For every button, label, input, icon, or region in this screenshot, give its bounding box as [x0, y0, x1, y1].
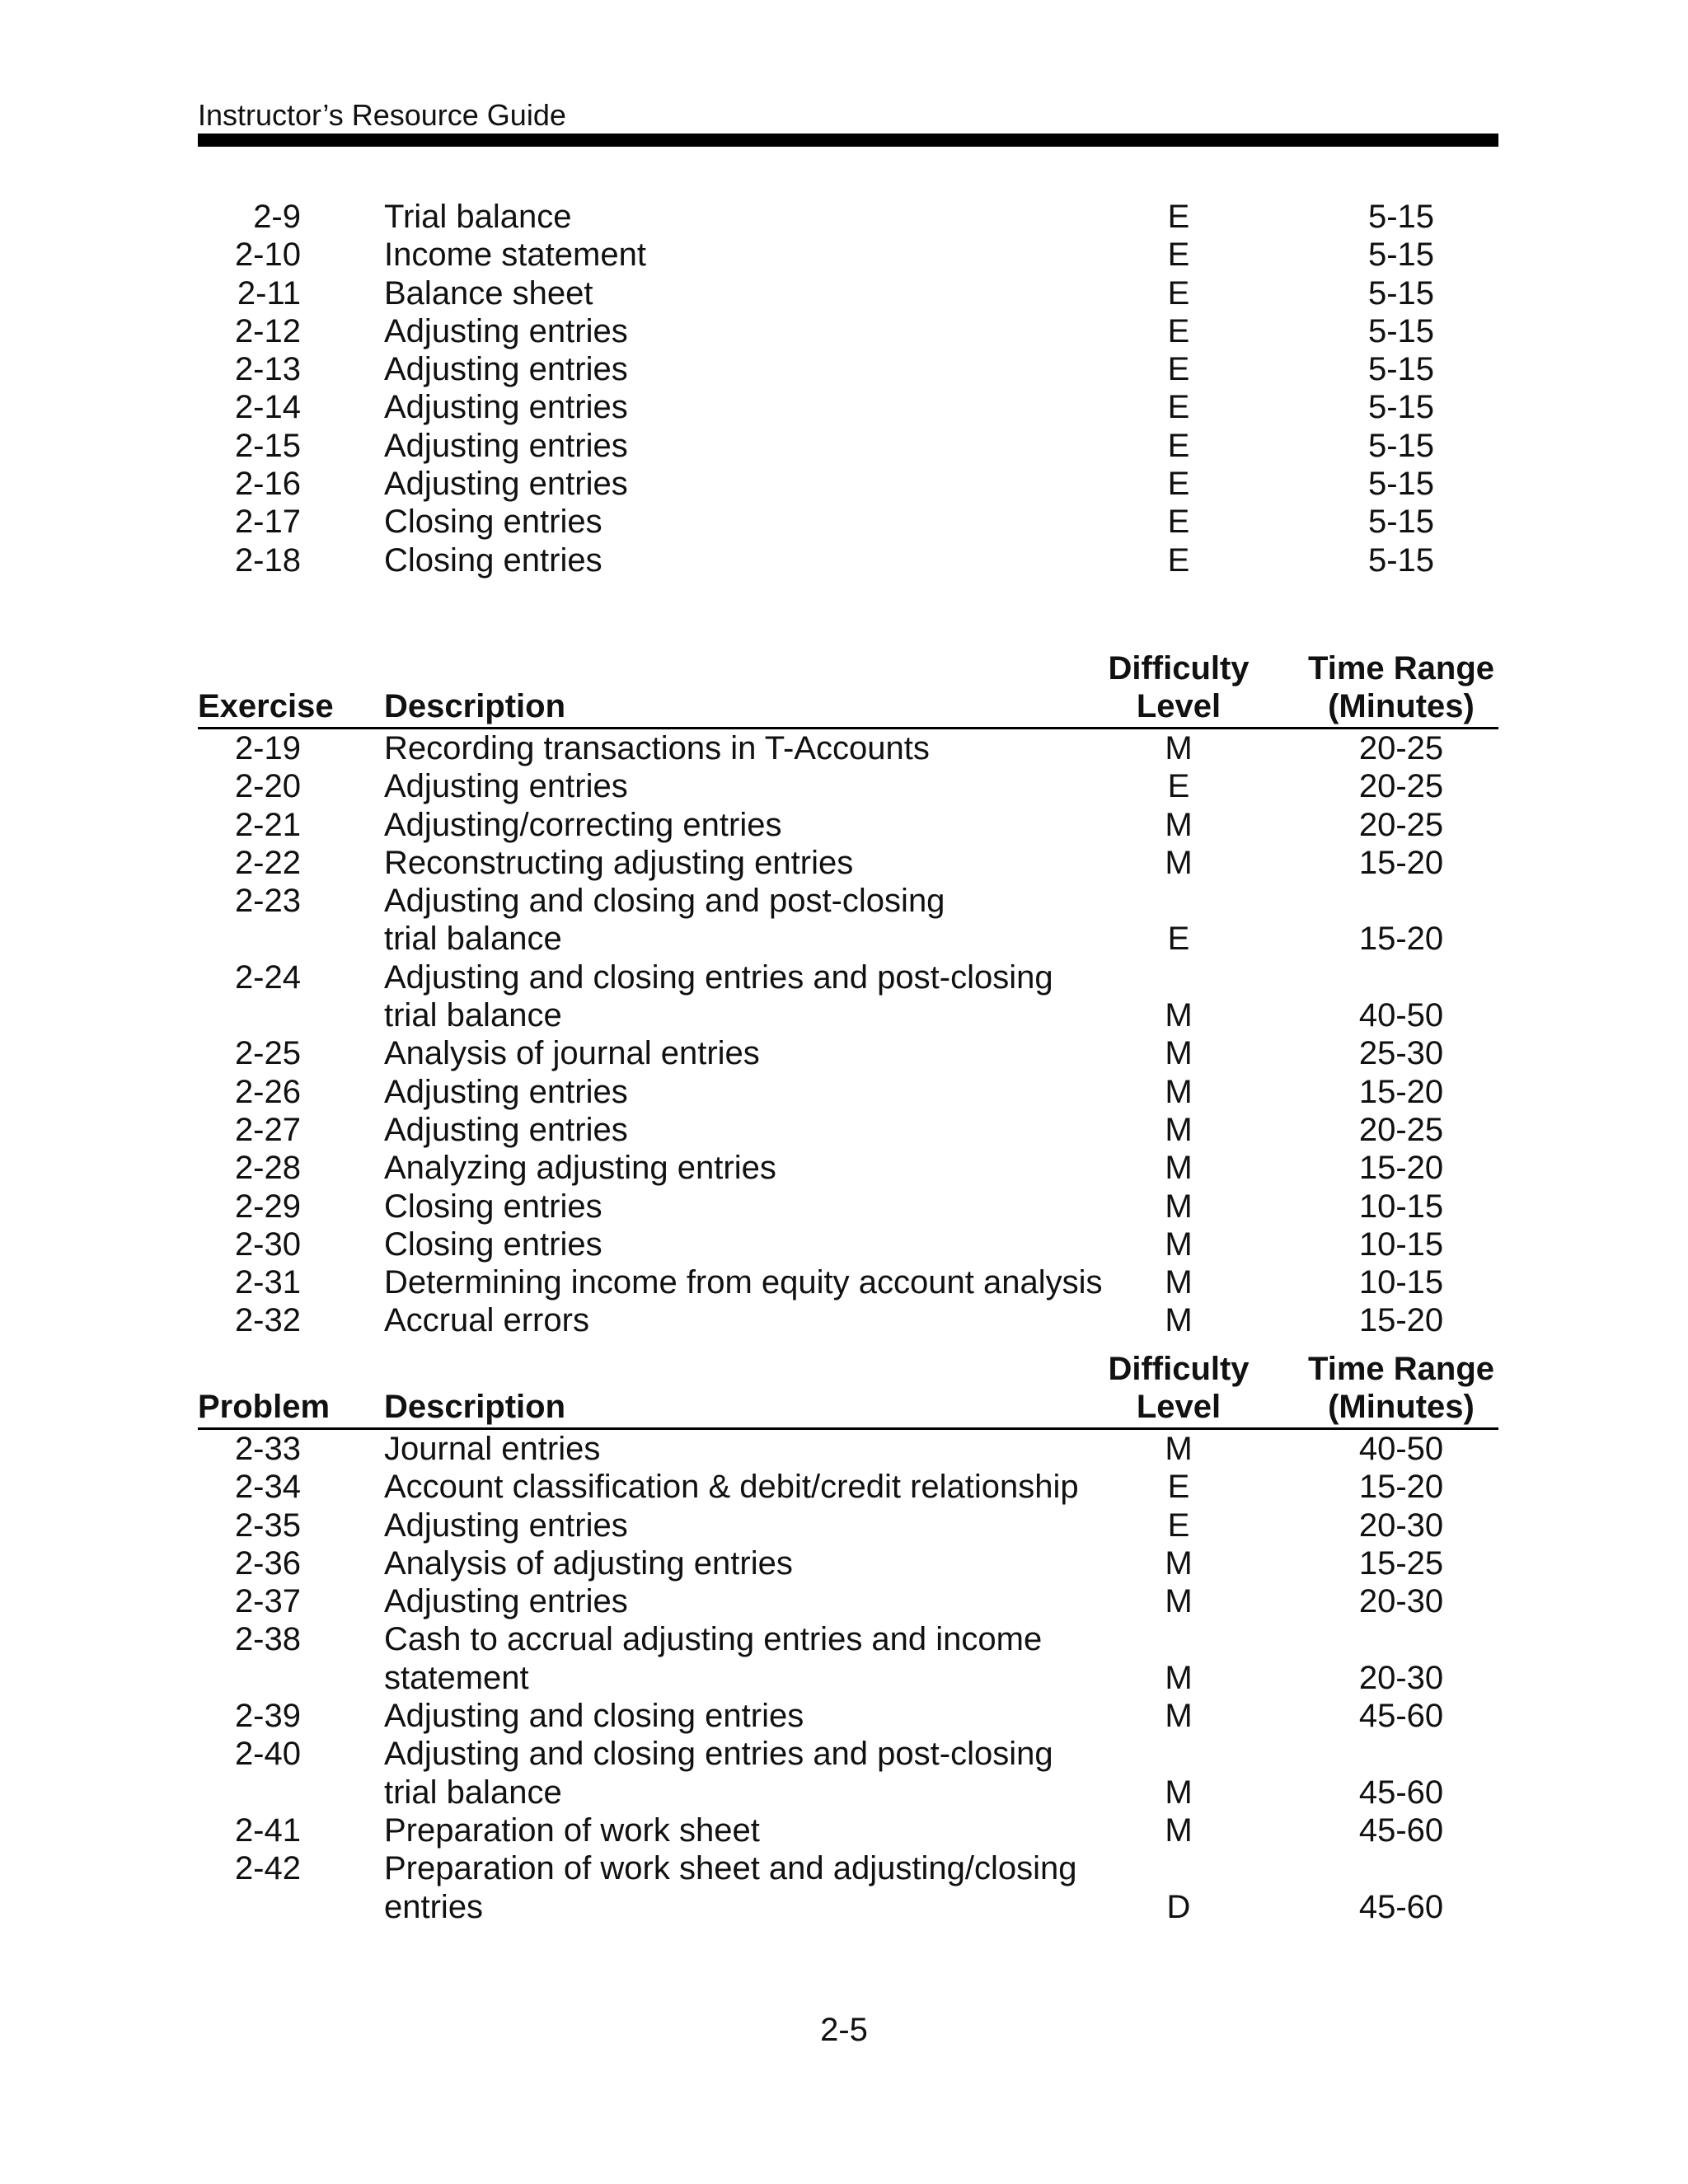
table-row — [198, 1111, 1498, 1149]
time-range: 5-15 — [1367, 312, 1435, 349]
difficulty-level: D — [1166, 1888, 1191, 1925]
time-range: 20-30 — [1358, 1659, 1444, 1696]
table-row — [198, 312, 1498, 350]
item-number: 2-29 — [234, 1188, 301, 1225]
item-description: Cash to accrual adjusting entries and income — [384, 1621, 1043, 1658]
time-header-line1: Time Range — [1308, 1351, 1494, 1387]
time-range-column-header — [1302, 649, 1500, 725]
item-number: 2-36 — [234, 1544, 301, 1582]
time-range: 20-30 — [1358, 1583, 1444, 1620]
header-rule — [198, 134, 1498, 147]
item-number: 2-21 — [234, 806, 301, 843]
item-description-continued: trial balance — [384, 921, 562, 958]
table-row — [198, 503, 1498, 541]
table-row — [198, 1507, 1498, 1544]
difficulty-level: E — [1167, 768, 1190, 805]
table-row — [198, 1582, 1498, 1620]
item-number: 2-16 — [234, 466, 301, 503]
difficulty-level: E — [1167, 199, 1190, 235]
difficulty-level: M — [1165, 844, 1193, 881]
table-row — [198, 1620, 1498, 1697]
difficulty-level: M — [1165, 1544, 1193, 1582]
difficulty-column-header — [1104, 649, 1253, 725]
time-range: 15-20 — [1358, 1302, 1444, 1339]
difficulty-level: E — [1167, 389, 1190, 426]
difficulty-header-line2: Level — [1136, 688, 1221, 724]
table-row — [198, 465, 1498, 503]
item-number: 2-40 — [234, 1736, 301, 1773]
item-number: 2-37 — [234, 1583, 301, 1620]
problem-table — [198, 1352, 1498, 1926]
time-range: 45-60 — [1358, 1698, 1444, 1735]
problem-table-body — [198, 1430, 1498, 1926]
time-range: 40-50 — [1358, 997, 1444, 1034]
item-number: 2-11 — [237, 274, 301, 312]
difficulty-level: M — [1165, 1264, 1193, 1301]
time-range: 5-15 — [1367, 466, 1435, 503]
difficulty-header-line1: Difficulty — [1108, 650, 1250, 687]
difficulty-level: E — [1167, 466, 1190, 503]
table-row — [198, 882, 1498, 958]
time-range: 10-15 — [1358, 1264, 1444, 1301]
time-range: 45-60 — [1358, 1888, 1444, 1925]
table-row — [198, 236, 1498, 274]
item-number: 2-39 — [234, 1698, 301, 1735]
item-description: Recording transactions in T-Accounts — [384, 730, 930, 766]
difficulty-level: M — [1165, 730, 1193, 766]
item-number: 2-31 — [234, 1264, 301, 1301]
time-range: 10-15 — [1358, 1188, 1444, 1225]
difficulty-level: E — [1167, 237, 1190, 274]
item-number: 2-15 — [234, 427, 301, 464]
difficulty-level: M — [1165, 1583, 1193, 1620]
table-row — [198, 1188, 1498, 1226]
table-row — [198, 1697, 1498, 1735]
time-range: 45-60 — [1358, 1774, 1444, 1811]
item-number: 2-33 — [234, 1431, 301, 1467]
difficulty-header-line2: Level — [1136, 1389, 1221, 1425]
table-row — [198, 1301, 1498, 1339]
difficulty-level: M — [1165, 1035, 1193, 1072]
item-number: 2-27 — [234, 1111, 301, 1148]
difficulty-level: M — [1165, 1659, 1193, 1696]
time-range: 5-15 — [1367, 389, 1435, 426]
description-column-header: Description — [384, 688, 566, 724]
table-row — [198, 1149, 1498, 1187]
difficulty-level: M — [1165, 1811, 1193, 1849]
table-row — [198, 350, 1498, 388]
time-range: 15-20 — [1358, 921, 1444, 958]
time-range: 40-50 — [1358, 1431, 1444, 1467]
item-number: 2-9 — [253, 199, 301, 235]
difficulty-column-header — [1104, 1350, 1253, 1426]
table-row — [198, 1263, 1498, 1301]
item-number: 2-17 — [234, 504, 301, 541]
table-row — [198, 1430, 1498, 1468]
difficulty-level: M — [1165, 1150, 1193, 1187]
time-range: 45-60 — [1358, 1811, 1444, 1849]
item-description: Adjusting entries — [384, 389, 628, 426]
table-row — [198, 427, 1498, 465]
difficulty-level: E — [1167, 312, 1190, 349]
item-number: 2-23 — [234, 883, 301, 920]
item-number: 2-42 — [234, 1850, 301, 1887]
item-description: Analyzing adjusting entries — [384, 1150, 776, 1187]
time-range: 5-15 — [1367, 427, 1435, 464]
difficulty-level: E — [1167, 1507, 1190, 1544]
item-description: Adjusting entries — [384, 351, 628, 388]
continued-table — [198, 198, 1498, 579]
exercise-table-header — [198, 651, 1498, 729]
item-description: Trial balance — [384, 199, 572, 235]
table-row — [198, 844, 1498, 882]
time-range: 15-20 — [1358, 1150, 1444, 1187]
page-number: 2-5 — [820, 2012, 868, 2048]
item-description: Closing entries — [384, 1226, 603, 1263]
difficulty-level: M — [1165, 997, 1193, 1034]
item-description: Adjusting entries — [384, 1073, 628, 1110]
item-number: 2-26 — [234, 1073, 301, 1110]
item-description: Adjusting entries — [384, 1583, 628, 1620]
time-range: 15-20 — [1358, 1469, 1444, 1506]
item-description: Journal entries — [384, 1431, 601, 1467]
table-row — [198, 1226, 1498, 1263]
item-number: 2-32 — [234, 1302, 301, 1339]
exercise-table — [198, 651, 1498, 1340]
time-range: 5-15 — [1367, 274, 1435, 312]
difficulty-level: E — [1167, 921, 1190, 958]
table-row — [198, 541, 1498, 579]
item-number: 2-22 — [234, 844, 301, 881]
difficulty-header-line1: Difficulty — [1108, 1351, 1250, 1387]
item-description: Closing entries — [384, 504, 603, 541]
table-row — [198, 1849, 1498, 1926]
table-row — [198, 958, 1498, 1035]
item-number: 2-19 — [234, 730, 301, 766]
time-range: 15-20 — [1358, 1073, 1444, 1110]
table-row — [198, 1735, 1498, 1811]
item-number: 2-38 — [234, 1621, 301, 1658]
item-number: 2-25 — [234, 1035, 301, 1072]
exercise-table-body — [198, 729, 1498, 1340]
problem-table-header — [198, 1352, 1498, 1430]
item-description: Adjusting entries — [384, 427, 628, 464]
item-number: 2-14 — [234, 389, 301, 426]
item-description: Adjusting and closing entries — [384, 1698, 804, 1735]
item-description: Adjusting entries — [384, 466, 628, 503]
exercise-column-header: Exercise — [198, 688, 334, 724]
item-description: Preparation of work sheet and adjusting/closing — [384, 1850, 1077, 1887]
difficulty-level: E — [1167, 1469, 1190, 1506]
running-header: Instructor’s Resource Guide — [198, 98, 566, 132]
item-description: Adjusting/correcting entries — [384, 806, 782, 843]
difficulty-level: M — [1165, 1774, 1193, 1811]
time-range: 15-20 — [1358, 844, 1444, 881]
time-range: 20-25 — [1358, 806, 1444, 843]
difficulty-level: M — [1165, 1226, 1193, 1263]
table-row — [198, 729, 1498, 767]
item-number: 2-24 — [234, 958, 301, 996]
item-description: Adjusting and closing and post-closing — [384, 883, 945, 920]
difficulty-level: M — [1165, 1111, 1193, 1148]
difficulty-level: E — [1167, 541, 1190, 579]
item-number: 2-20 — [234, 768, 301, 805]
item-description: Preparation of work sheet — [384, 1811, 760, 1849]
item-description-continued: trial balance — [384, 997, 562, 1034]
table-row — [198, 274, 1498, 312]
table-row — [198, 1811, 1498, 1849]
item-description: Adjusting entries — [384, 312, 628, 349]
difficulty-level: E — [1167, 427, 1190, 464]
item-description-continued: trial balance — [384, 1774, 562, 1811]
item-number: 2-41 — [234, 1811, 301, 1849]
item-number: 2-28 — [234, 1150, 301, 1187]
difficulty-level: M — [1165, 1698, 1193, 1735]
time-range: 15-25 — [1358, 1544, 1444, 1582]
table-row — [198, 806, 1498, 844]
item-description: Adjusting entries — [384, 1507, 628, 1544]
time-range: 5-15 — [1367, 199, 1435, 235]
time-range: 5-15 — [1367, 504, 1435, 541]
time-range: 25-30 — [1358, 1035, 1444, 1072]
item-description-continued: statement — [384, 1659, 529, 1696]
difficulty-level: E — [1167, 504, 1190, 541]
item-description: Determining income from equity account analysis — [384, 1264, 1103, 1301]
item-description: Analysis of journal entries — [384, 1035, 760, 1072]
time-range: 20-25 — [1358, 768, 1444, 805]
difficulty-level: M — [1165, 1431, 1193, 1467]
table-row — [198, 1544, 1498, 1582]
time-range: 5-15 — [1367, 351, 1435, 388]
item-description: Income statement — [384, 237, 646, 274]
item-description: Closing entries — [384, 541, 603, 579]
table-row — [198, 1468, 1498, 1506]
item-number: 2-10 — [234, 237, 301, 274]
item-description: Balance sheet — [384, 274, 593, 312]
item-description: Adjusting and closing entries and post-closing — [384, 1736, 1053, 1773]
item-description: Analysis of adjusting entries — [384, 1544, 793, 1582]
problem-column-header: Problem — [198, 1389, 331, 1425]
table-row — [198, 388, 1498, 426]
difficulty-level: M — [1165, 1302, 1193, 1339]
item-number: 2-12 — [234, 312, 301, 349]
item-description-continued: entries — [384, 1888, 484, 1925]
item-description: Closing entries — [384, 1188, 603, 1225]
table-row — [198, 767, 1498, 805]
item-description: Account classification & debit/credit relationship — [384, 1469, 1079, 1506]
time-range: 5-15 — [1367, 237, 1435, 274]
item-number: 2-18 — [234, 541, 301, 579]
time-header-line2: (Minutes) — [1328, 688, 1475, 724]
time-range: 20-30 — [1358, 1507, 1444, 1544]
time-range: 5-15 — [1367, 541, 1435, 579]
item-description: Adjusting and closing entries and post-closing — [384, 958, 1053, 996]
item-number: 2-30 — [234, 1226, 301, 1263]
item-number: 2-13 — [234, 351, 301, 388]
item-number: 2-34 — [234, 1469, 301, 1506]
difficulty-level: M — [1165, 1073, 1193, 1110]
difficulty-level: E — [1167, 351, 1190, 388]
time-range: 20-25 — [1358, 730, 1444, 766]
time-range: 10-15 — [1358, 1226, 1444, 1263]
difficulty-level: M — [1165, 806, 1193, 843]
time-header-line2: (Minutes) — [1328, 1389, 1475, 1425]
table-row — [198, 1073, 1498, 1111]
time-range: 20-25 — [1358, 1111, 1444, 1148]
time-range-column-header — [1302, 1350, 1500, 1426]
item-description: Reconstructing adjusting entries — [384, 844, 854, 881]
description-column-header: Description — [384, 1389, 566, 1425]
table-row — [198, 1034, 1498, 1072]
item-description: Adjusting entries — [384, 768, 628, 805]
time-header-line1: Time Range — [1308, 650, 1494, 687]
table-row — [198, 198, 1498, 236]
item-description: Adjusting entries — [384, 1111, 628, 1148]
item-description: Accrual errors — [384, 1302, 589, 1339]
difficulty-level: M — [1165, 1188, 1193, 1225]
difficulty-level: E — [1167, 274, 1190, 312]
item-number: 2-35 — [234, 1507, 301, 1544]
